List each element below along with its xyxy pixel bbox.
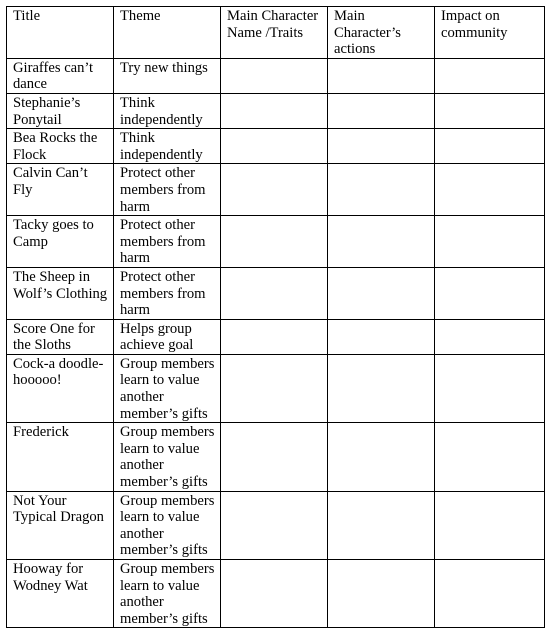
character-cell[interactable] (221, 216, 328, 268)
impact-cell[interactable] (435, 354, 545, 422)
actions-cell[interactable] (328, 423, 435, 491)
impact-cell[interactable] (435, 216, 545, 268)
character-cell[interactable] (221, 129, 328, 164)
character-cell[interactable] (221, 560, 328, 628)
theme-cell (114, 560, 221, 628)
header-impact-on-community-text: Impact on community (441, 8, 508, 41)
title-text: Bea Rocks the Flock (13, 130, 98, 163)
title-cell (7, 129, 114, 164)
theme-text: Group members learn to value another member’s gifts (120, 355, 215, 422)
title-cell (7, 560, 114, 628)
character-cell[interactable] (221, 319, 328, 354)
title-text: Not Your Typical Dragon (13, 492, 104, 526)
theme-text: Think independently (120, 130, 203, 163)
title-cell (7, 164, 114, 216)
header-impact-on-community (435, 7, 545, 59)
theme-text: Protect other members from harm (120, 268, 206, 319)
header-title (7, 7, 114, 59)
actions-cell[interactable] (328, 354, 435, 422)
impact-cell[interactable] (435, 491, 545, 559)
title-cell (7, 423, 114, 491)
header-theme (114, 7, 221, 59)
impact-cell[interactable] (435, 423, 545, 491)
title-text: Cock-a doodle-hooooo! (13, 355, 104, 389)
character-cell[interactable] (221, 164, 328, 216)
impact-cell[interactable] (435, 267, 545, 319)
theme-cell (114, 423, 221, 491)
table-row (7, 423, 545, 491)
actions-cell[interactable] (328, 491, 435, 559)
theme-cell (114, 129, 221, 164)
theme-text: Protect other members from harm (120, 165, 206, 215)
theme-text: Group members learn to value another member’s gifts (120, 561, 215, 627)
actions-cell[interactable] (328, 164, 435, 216)
impact-cell[interactable] (435, 319, 545, 354)
table-row (7, 164, 545, 216)
theme-cell (114, 164, 221, 216)
title-cell (7, 354, 114, 422)
table-row (7, 58, 545, 93)
table-row (7, 491, 545, 559)
theme-text: Think independently (120, 94, 203, 128)
theme-text: Protect other members from harm (120, 217, 206, 267)
theme-cell (114, 319, 221, 354)
actions-cell[interactable] (328, 216, 435, 268)
character-cell[interactable] (221, 93, 328, 128)
theme-cell (114, 93, 221, 128)
theme-text: Group members learn to value another member’s gifts (120, 424, 215, 491)
table-row (7, 216, 545, 268)
title-text: Hooway for Wodney Wat (13, 561, 88, 594)
book-theme-table (6, 6, 545, 628)
actions-cell[interactable] (328, 58, 435, 93)
table-row (7, 93, 545, 128)
table-row (7, 319, 545, 354)
theme-cell (114, 216, 221, 268)
table-row (7, 267, 545, 319)
header-main-character-name-text: Main Character Name /Traits (227, 8, 319, 41)
title-cell (7, 58, 114, 93)
header-main-character-name (221, 7, 328, 59)
title-cell (7, 491, 114, 559)
title-cell (7, 216, 114, 268)
title-cell (7, 319, 114, 354)
title-text: Giraffes can’t dance (13, 59, 94, 93)
character-cell[interactable] (221, 58, 328, 93)
character-cell[interactable] (221, 354, 328, 422)
title-text: Score One for the Sloths (13, 320, 95, 354)
theme-cell (114, 354, 221, 422)
title-cell (7, 93, 114, 128)
title-cell (7, 267, 114, 319)
header-main-character-actions (328, 7, 435, 59)
header-title-text: Title (13, 8, 41, 24)
theme-text: Helps group achieve goal (120, 320, 194, 354)
header-main-character-actions-text: Main Character’s actions (334, 8, 401, 58)
actions-cell[interactable] (328, 319, 435, 354)
theme-cell (114, 267, 221, 319)
character-cell[interactable] (221, 267, 328, 319)
character-cell[interactable] (221, 491, 328, 559)
character-cell[interactable] (221, 423, 328, 491)
header-theme-text: Theme (120, 8, 161, 24)
table-row (7, 354, 545, 422)
table-row (7, 560, 545, 628)
impact-cell[interactable] (435, 164, 545, 216)
title-text: Frederick (13, 424, 69, 441)
impact-cell[interactable] (435, 129, 545, 164)
impact-cell[interactable] (435, 58, 545, 93)
table-row (7, 129, 545, 164)
impact-cell[interactable] (435, 560, 545, 628)
actions-cell[interactable] (328, 267, 435, 319)
theme-text: Try new things (120, 59, 208, 76)
theme-text: Group members learn to value another member’s gifts (120, 492, 215, 559)
impact-cell[interactable] (435, 93, 545, 128)
title-text: Calvin Can’t Fly (13, 165, 88, 198)
title-text: The Sheep in Wolf’s Clothing (13, 268, 108, 302)
theme-cell (114, 491, 221, 559)
theme-cell (114, 58, 221, 93)
actions-cell[interactable] (328, 93, 435, 128)
title-text: Stephanie’s Ponytail (13, 94, 81, 128)
header-row (7, 7, 545, 59)
actions-cell[interactable] (328, 129, 435, 164)
actions-cell[interactable] (328, 560, 435, 628)
title-text: Tacky goes to Camp (13, 217, 94, 250)
